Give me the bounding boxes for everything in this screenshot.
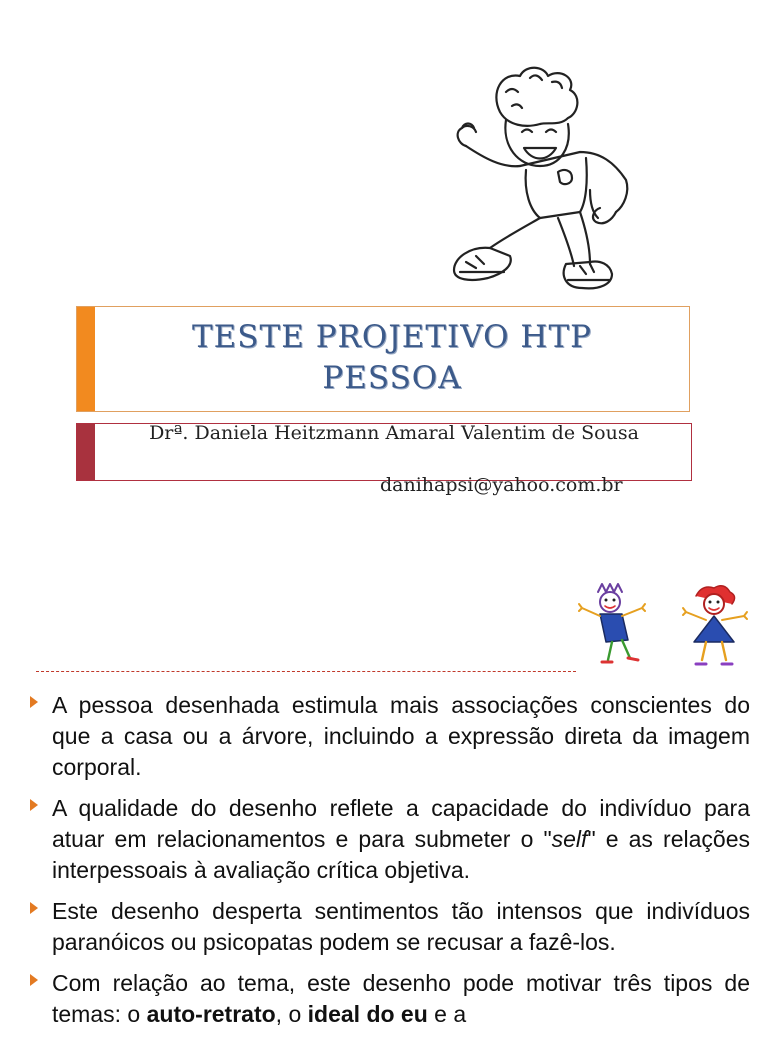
author-email: danihapsi@yahoo.com.br (380, 474, 623, 496)
bullet-text-part: " e as relações interpessoais à avaliação crítica objetiva. (52, 826, 750, 883)
bullet-text-part: A qualidade do desenho reflete a capacidade do indivíduo para atuar em relacionamentos e para submeter o " (52, 795, 750, 852)
author-name: Drª. Daniela Heitzmann Amaral Valentim de Sousa (149, 422, 639, 444)
bullet-text-bold: auto-retrato (146, 1001, 276, 1027)
title-accent-bar (77, 307, 95, 411)
list-item (28, 690, 750, 783)
list-item (28, 896, 750, 958)
title-line-2: PESSOA (322, 360, 462, 396)
children-drawing-illustration (578, 582, 754, 674)
list-item (28, 968, 750, 1030)
bullet-text (52, 793, 750, 886)
bullet-arrow-icon (30, 974, 38, 986)
title-line-1: TESTE PROJETIVO HTP (192, 319, 592, 355)
bullet-text-part: e a (427, 1001, 467, 1027)
bullet-arrow-icon (30, 902, 38, 914)
list-item (28, 793, 750, 886)
section-divider (36, 671, 576, 672)
boy-drawing-illustration (440, 62, 640, 294)
bullet-text: A pessoa desenhada estimula mais associações conscientes do que a casa ou a árvore, incluindo a expressão direta da imagem corporal. (52, 692, 750, 780)
bullet-text: Este desenho desperta sentimentos tão intensos que indivíduos paranóicos ou psicopatas podem se recusar a fazê-los. (52, 898, 750, 955)
title-box (76, 306, 690, 412)
bullet-text-bold: ideal do eu (307, 1001, 428, 1027)
slide-title (95, 317, 689, 399)
author-accent-bar (77, 424, 95, 480)
bullet-list (28, 690, 750, 1040)
bullet-arrow-icon (30, 696, 38, 708)
bullet-arrow-icon (30, 799, 38, 811)
bullet-text-part: , o (275, 1001, 308, 1027)
bullet-text (52, 968, 750, 1030)
author-box (76, 423, 692, 481)
bullet-text-italic: self (551, 826, 588, 852)
bullet-text-part: Com relação ao tema, este desenho pode motivar três tipos de temas: o (52, 970, 750, 1027)
